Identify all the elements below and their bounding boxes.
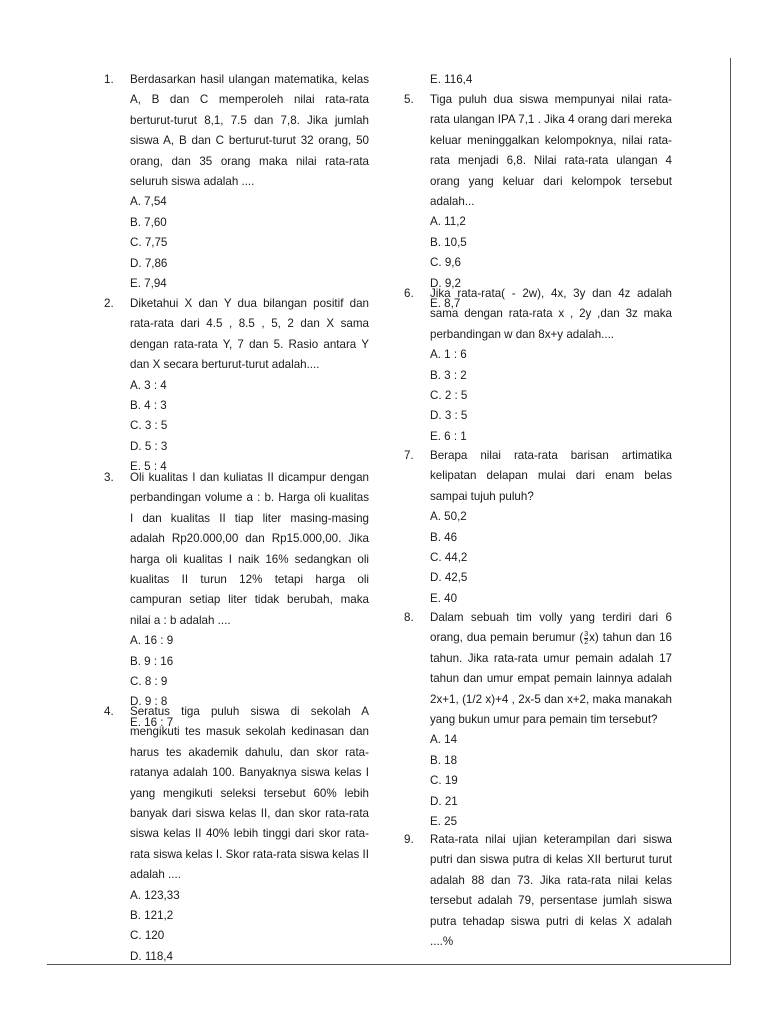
- question-6: [404, 284, 672, 446]
- question-stem: Berapa nilai rata-rata barisan artimatika kelipatan delapan mulai dari enam belas sampai tujuh puluh?: [430, 449, 672, 503]
- question-2: [104, 294, 369, 474]
- option-e[interactable]: E. 16 : 7: [130, 715, 174, 729]
- option-c[interactable]: C. 120: [130, 929, 165, 943]
- question-number: 1.: [104, 73, 114, 86]
- question-stem: Jika rata-rata( - 2w), 4x, 3y dan 4z adalah sama dengan rata-rata x , 2y ,dan 3z maka perbandingan w dan 8x+y adalah....: [430, 287, 672, 341]
- question-number: 2.: [104, 297, 114, 310]
- option-b[interactable]: B. 121,2: [130, 909, 174, 923]
- option-a[interactable]: A. 16 : 9: [130, 634, 174, 648]
- option-e[interactable]: E. 116,4: [430, 73, 473, 86]
- question-number: 9.: [404, 833, 414, 846]
- option-e[interactable]: E. 7,94: [130, 277, 167, 291]
- option-d[interactable]: D. 5 : 3: [130, 439, 168, 453]
- question-stem: Diketahui X dan Y dua bilangan positif dan rata-rata dari 4.5 , 8.5 , 5, 2 dan X sama dengan rata-rata Y, 7 dan 5. Rasio antara Y dan X secara berturut-turut adalah....: [130, 297, 369, 372]
- option-c[interactable]: C. 2 : 5: [430, 389, 468, 403]
- option-c[interactable]: C. 7,75: [130, 236, 168, 250]
- stem-part-1: Dalam sebuah tim volly yang terdiri dari 6 orang, dua pemain berumur (: [430, 611, 672, 645]
- stem-part-2: x) tahun dan 16 tahun. Jika rata-rata umur pemain adalah 17 tahun dan umur empat pemain lainnya adalah 2x+1, (1/2 x)+4 , 2x-5 dan x+2, maka manakah yang bukun umur para pemain tim tersebut?: [430, 631, 672, 727]
- question-stem: Tiga puluh dua siswa mempunyai nilai rata-rata ulangan IPA 7,1 . Jika 4 orang dari mereka keluar meninggalkan kelompoknya, nilai rata-rata menjadi 6,8. Nilai rata-rata ulangan 4 orang yang keluar dari kelompok tersebut adalah...: [430, 93, 672, 209]
- option-a[interactable]: A. 11,2: [430, 215, 466, 229]
- option-a[interactable]: A. 123,33: [130, 888, 180, 902]
- option-a[interactable]: A. 3 : 4: [130, 378, 167, 392]
- question-stem: [430, 608, 672, 730]
- option-e[interactable]: E. 6 : 1: [430, 429, 467, 443]
- question-stem: Seratus tiga puluh siswa di sekolah A mengikuti tes masuk sekolah kedinasan dan harus tes akademik dahulu, dan skor rata-ratanya adalah 100. Banyaknya siswa kelas I yang mengikuti seleksi tersebut 60% lebih banyak dari siswa kelas II, dan skor rata-rata siswa kelas II 40% lebih tinggi dari skor rata-rata siswa kelas I. Skor rata-rata siswa kelas II adalah ....: [130, 705, 369, 882]
- option-d[interactable]: D. 9 : 8: [130, 695, 168, 709]
- option-d[interactable]: D. 42,5: [430, 571, 468, 585]
- question-7: [404, 446, 672, 608]
- option-c[interactable]: C. 8 : 9: [130, 675, 168, 689]
- question-5: [404, 90, 672, 311]
- option-b[interactable]: B. 46: [430, 530, 458, 544]
- question-9: [404, 830, 672, 952]
- question-number: 4.: [104, 705, 114, 718]
- option-d[interactable]: D. 21: [430, 794, 458, 808]
- option-e[interactable]: E. 5 : 4: [130, 460, 167, 474]
- question-number: 6.: [404, 287, 414, 300]
- question-stem: Berdasarkan hasil ulangan matematika, kelas A, B dan C memperoleh nilai rata-rata berturut-turut 8,1, 7.5 dan 7,8. Jika jumlah siswa A, B dan C berturut-turut 32 orang, 50 orang, dan 35 orang maka nilai rata-rata seluruh siswa adalah ....: [130, 73, 369, 189]
- option-a[interactable]: A. 14: [430, 733, 458, 747]
- question-4-continued: [404, 70, 672, 90]
- option-b[interactable]: B. 7,60: [130, 215, 167, 229]
- page-border-right: [730, 58, 731, 964]
- question-number: 5.: [404, 93, 414, 106]
- option-c[interactable]: C. 19: [430, 774, 458, 788]
- question-4: [104, 702, 369, 967]
- left-column: [104, 70, 369, 967]
- option-a[interactable]: A. 7,54: [130, 195, 167, 209]
- option-c[interactable]: C. 9,6: [430, 256, 461, 270]
- question-3: [104, 468, 369, 729]
- fraction-denominator: 2: [584, 638, 589, 646]
- question-stem: Oli kualitas I dan kuliatas II dicampur dengan perbandingan volume a : b. Harga oli kualitas I dan kualitas II tiap liter masing-masing adalah Rp20.000,00 dan Rp15.000,00. Jika harga oli kualitas I naik 16% sedangkan oli kualitas II turun 12% tetapi harga oli campuran setiap liter tidak berubah, maka nilai a : b adalah ....: [130, 471, 369, 627]
- option-a[interactable]: A. 1 : 6: [430, 348, 467, 362]
- right-column: [404, 70, 672, 952]
- option-c[interactable]: C. 44,2: [430, 551, 468, 565]
- question-number: 8.: [404, 611, 414, 624]
- option-a[interactable]: A. 50,2: [430, 510, 467, 524]
- question-number: 7.: [404, 449, 414, 462]
- option-b[interactable]: B. 4 : 3: [130, 399, 167, 413]
- question-1: [104, 70, 369, 294]
- fraction-numerator: 3: [584, 630, 589, 638]
- option-b[interactable]: B. 3 : 2: [430, 368, 467, 382]
- option-e[interactable]: E. 40: [430, 591, 458, 605]
- question-stem: Rata-rata nilai ujian keterampilan dari siswa putri dan siswa putra di kelas XII berturut turut adalah 88 dan 73. Jika rata-rata nilai kelas tersebut adalah 79, persentase jumlah siswa putra tehadap siswa putri di kelas X adalah ....%: [430, 833, 672, 949]
- option-d[interactable]: D. 7,86: [130, 256, 168, 270]
- option-e[interactable]: E. 8,7: [430, 297, 461, 311]
- option-b[interactable]: B. 10,5: [430, 235, 467, 249]
- option-c[interactable]: C. 3 : 5: [130, 419, 168, 433]
- question-number: 3.: [104, 471, 114, 484]
- option-d[interactable]: D. 118,4: [130, 949, 173, 963]
- fraction: [584, 631, 588, 646]
- question-8: [404, 608, 672, 830]
- option-b[interactable]: B. 9 : 16: [130, 654, 174, 668]
- option-d[interactable]: D. 9,2: [430, 276, 461, 290]
- option-d[interactable]: D. 3 : 5: [430, 409, 468, 423]
- option-b[interactable]: B. 18: [430, 753, 458, 767]
- option-e[interactable]: E. 25: [430, 815, 458, 829]
